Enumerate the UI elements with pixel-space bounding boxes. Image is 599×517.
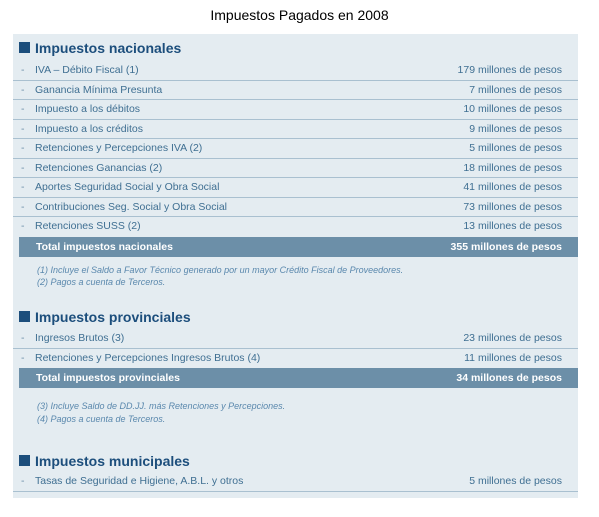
footnote: (3) Incluye Saldo de DD.JJ. más Retenciones y Percepciones.	[37, 401, 286, 411]
row-label: Retenciones SUSS (2)	[35, 220, 141, 232]
row-label: IVA – Débito Fiscal (1)	[35, 64, 139, 76]
section-nacionales	[13, 39, 578, 289]
row-label: Retenciones y Percepciones IVA (2)	[35, 142, 203, 154]
dash-icon: -	[21, 220, 25, 232]
table-row	[13, 100, 578, 120]
section-title: Impuestos nacionales	[35, 40, 182, 56]
row-label: Impuesto a los débitos	[35, 103, 141, 115]
section-header	[13, 308, 578, 326]
total-label: Total impuestos nacionales	[36, 240, 173, 253]
table-row	[13, 61, 578, 81]
row-label: Retenciones y Percepciones Ingresos Brutos (4)	[35, 351, 261, 364]
table-row	[13, 217, 578, 237]
dash-icon: -	[21, 64, 25, 76]
row-value: 23 millones de pesos	[463, 332, 562, 344]
section-title: Impuestos provinciales	[35, 309, 191, 325]
dash-icon: -	[21, 200, 25, 213]
table-row	[13, 178, 578, 198]
table-row	[13, 472, 578, 492]
table-row	[13, 139, 578, 159]
dash-icon: -	[21, 103, 25, 115]
table-row	[13, 159, 578, 179]
row-value: 18 millones de pesos	[463, 161, 562, 174]
row-value: 11 millones de pesos	[464, 351, 562, 364]
taxes-panel	[13, 34, 578, 498]
dash-icon: -	[21, 332, 25, 344]
dash-icon: -	[21, 475, 25, 487]
row-value: 9 millones de pesos	[469, 122, 562, 135]
section-municipales	[13, 452, 578, 492]
row-label: Aportes Seguridad Social y Obra Social	[35, 181, 220, 193]
total-label: Total impuestos provinciales	[36, 372, 180, 384]
row-label: Ingresos Brutos (3)	[35, 332, 125, 344]
row-value: 5 millones de pesos	[469, 475, 562, 487]
section-header	[13, 39, 578, 57]
section-header	[13, 452, 578, 470]
footnotes	[13, 400, 578, 425]
dash-icon: -	[21, 351, 25, 364]
row-value: 73 millones de pesos	[463, 200, 562, 213]
row-label: Impuesto a los créditos	[35, 122, 143, 135]
total-value: 355 millones de pesos	[450, 240, 562, 253]
row-label: Retenciones Ganancias (2)	[35, 161, 163, 174]
footnote: (4) Pagos a cuenta de Terceros.	[37, 413, 166, 424]
dash-icon: -	[21, 83, 25, 96]
row-value: 7 millones de pesos	[469, 83, 562, 96]
dash-icon: -	[21, 122, 25, 135]
table-row	[13, 329, 578, 349]
row-value: 13 millones de pesos	[463, 220, 562, 232]
square-bullet-icon	[19, 311, 30, 322]
row-value: 5 millones de pesos	[469, 142, 562, 154]
row-label: Contribuciones Seg. Social y Obra Social	[35, 200, 228, 213]
row-value: 10 millones de pesos	[463, 103, 562, 115]
dash-icon: -	[21, 181, 25, 193]
section-title: Impuestos municipales	[35, 453, 190, 469]
row-value: 41 millones de pesos	[463, 181, 562, 193]
dash-icon: -	[21, 142, 25, 154]
footnote: (1) Incluye el Saldo a Favor Técnico generado por un mayor Crédito Fiscal de Proveedores.	[37, 264, 404, 275]
table-row	[13, 120, 578, 140]
table-row	[13, 349, 578, 369]
footnotes	[13, 264, 578, 289]
row-label: Ganancia Mínima Presunta	[35, 83, 163, 96]
row-label: Tasas de Seguridad e Higiene, A.B.L. y otros	[35, 475, 244, 487]
square-bullet-icon	[19, 455, 30, 466]
page-title: Impuestos Pagados en 2008	[210, 7, 389, 23]
table-row	[13, 198, 578, 218]
dash-icon: -	[21, 161, 25, 174]
total-row	[19, 237, 578, 257]
section-provinciales	[13, 308, 578, 425]
square-bullet-icon	[19, 42, 30, 53]
footnote: (2) Pagos a cuenta de Terceros.	[37, 277, 166, 287]
row-value: 179 millones de pesos	[457, 64, 562, 76]
total-value: 34 millones de pesos	[456, 372, 562, 384]
total-row	[19, 368, 578, 388]
table-row	[13, 81, 578, 101]
